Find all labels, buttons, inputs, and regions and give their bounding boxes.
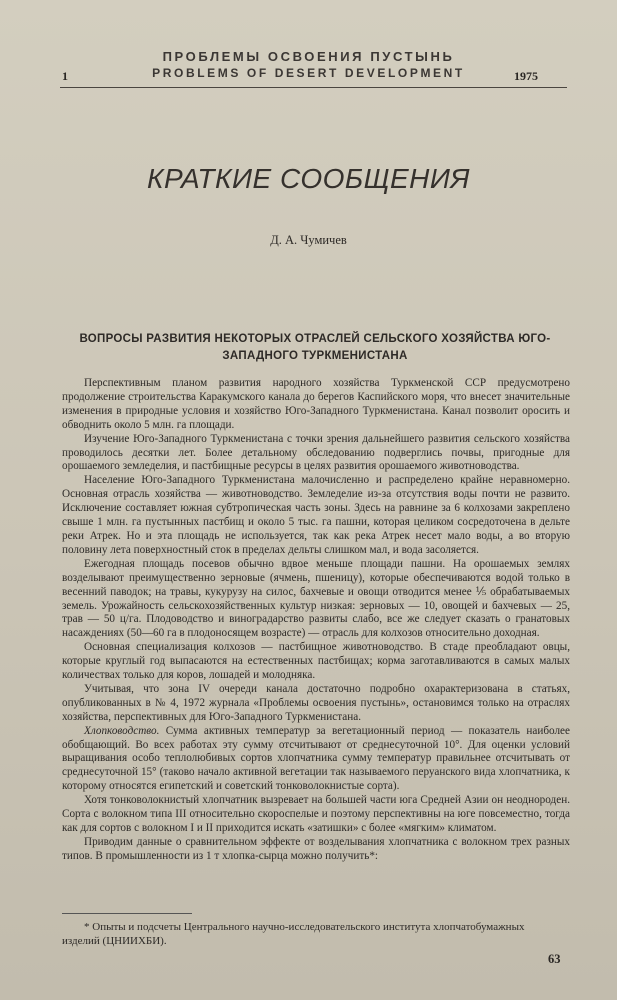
paragraph-text: Учитывая, что зона IV очереди канала достаточно подробно охарактеризована в статьях, опубликованных в № 4, 1972 журнала «Проблемы освоения пустынь», остановимся только на отраслях хозяйства, перспективных для Юго-Западного Туркменистана. [62, 682, 570, 723]
paragraph-lead: Хлопководство. [84, 724, 160, 737]
paragraph [62, 474, 570, 557]
paragraph [62, 377, 570, 433]
paragraph [62, 725, 570, 795]
paragraph [62, 836, 570, 864]
paragraph [62, 683, 570, 725]
paragraph-text: Сумма активных температур за вегетационный период — показатель наиболее обобщающий. Во всех работах эту сумму отсчитывают от среднесуточной 10°. Для оценки условий выращивания особо теплолюбивых сортов хлопчатника сумму температур правильнее отсчитывать от среднесуточной 15° (таково начало активной вегетации так называемого перуанского вида хлопчатника, к которому относятся египетский и советский тонковолокнистые сорта). [62, 724, 570, 793]
paragraph [62, 794, 570, 836]
paragraph [62, 558, 570, 641]
paragraph-text: Население Юго-Западного Туркменистана малочисленно и распределено крайне неравномерно. Основная отрасль хозяйства — животноводство. Земледелие из-за отсутствия воды почти не развито. Исключение составляет южная субтропическая часть зоны. Здесь на равнине за 6 колхозами закреплено свыше 1 млн. га пустынных пастбищ и около 5 тыс. га пашни, которая целиком сосредоточена в дельте реки Атрек. Но и эта площадь не используется, так как река Атрек несет мало воды, а во вторую половину лета поверхностный сток в пределах дельты слишком мал, и вода засоляется. [62, 474, 570, 556]
journal-title-ru: ПРОБЛЕМЫ ОСВОЕНИЯ ПУСТЫНЬ [162, 49, 455, 64]
paragraph-text: Перспективным планом развития народного хозяйства Туркменской ССР предусмотрено продолжение строительства Каракумского канала до берегов Каспийского моря, что внесет значительные изменения в природные условия и хозяйство Юго-Западного Туркменистана. Канал позволит оросить и обводнить около 5 млн. га площади. [62, 377, 570, 431]
paragraph-text: Хотя тонковолокнистый хлопчатник вызревает на большей части юга Средней Азии он неоднороден. Сорта с волокном типа III относительно скороспелые и поэтому перспективны на юге повсеместно, тогда как для сортов с волокном I и II приходится искать «затишки» с более «мягким» климатом. [62, 794, 570, 834]
issue-number: 1 [62, 69, 68, 83]
issue-year: 1975 [514, 69, 538, 83]
footnote-divider [62, 913, 192, 914]
article-body [62, 377, 570, 864]
author-name: Д. А. Чумичев [270, 233, 347, 247]
header-divider [60, 87, 567, 88]
paragraph-text: Приводим данные о сравнительном эффекте от возделывания хлопчатника с волокном трех разных типов. В промышленности из 1 т хлопка-сырца можно получить*: [62, 835, 570, 862]
page-number: 63 [548, 952, 561, 966]
paragraph-text: Ежегодная площадь посевов обычно вдвое меньше площади пашни. На орошаемых землях возделывают преимущественно зерновые (ячмень, пшеницу), которые обеспечиваются водой только в весенний паводок; на травы, кукурузу на силос, бахчевые и овощи отводится менее ⅕ обрабатываемых земель. Урожайность сельскохозяйственных культур низкая: зерновых — 10, овощей и бахчевых — 25, трав — 50 ц/га. Плодоводство и виноградарство развиты слабо, все же следует сказать о гранатовых насаждениях (50—60 га в плодоносящем возрасте) — отрасль для колхозов относительно доходная. [62, 557, 570, 640]
paragraph-text: Основная специализация колхозов — пастбищное животноводство. В стаде преобладают овцы, которые круглый год выпасаются на естественных пастбищах; корма заготавливаются в самых малых количествах только для коров, лошадей и молодняка. [62, 641, 570, 682]
article-title: ВОПРОСЫ РАЗВИТИЯ НЕКОТОРЫХ ОТРАСЛЕЙ СЕЛЬСКОГО ХОЗЯЙСТВА ЮГО-ЗАПАДНОГО ТУРКМЕНИСТАНА [79, 333, 551, 362]
paragraph-text: Изучение Юго-Западного Туркменистана с точки зрения дальнейшего развития сельского хозяйства проводилось десятки лет. Более детальному обследованию подверглись почвы, пригодные для орошаемого земледелия, и пастбищные ресурсы в целях развития орошаемого животноводства. [62, 432, 570, 473]
paragraph [62, 641, 570, 683]
journal-title-en: PROBLEMS OF DESERT DEVELOPMENT [152, 66, 465, 80]
section-title: КРАТКИЕ СООБЩЕНИЯ [147, 163, 470, 194]
paragraph [62, 433, 570, 475]
footnote: * Опыты и подсчеты Центрального научно-исследовательского института хлопчатобумажных изделий (ЦНИИХБИ). [62, 921, 525, 947]
